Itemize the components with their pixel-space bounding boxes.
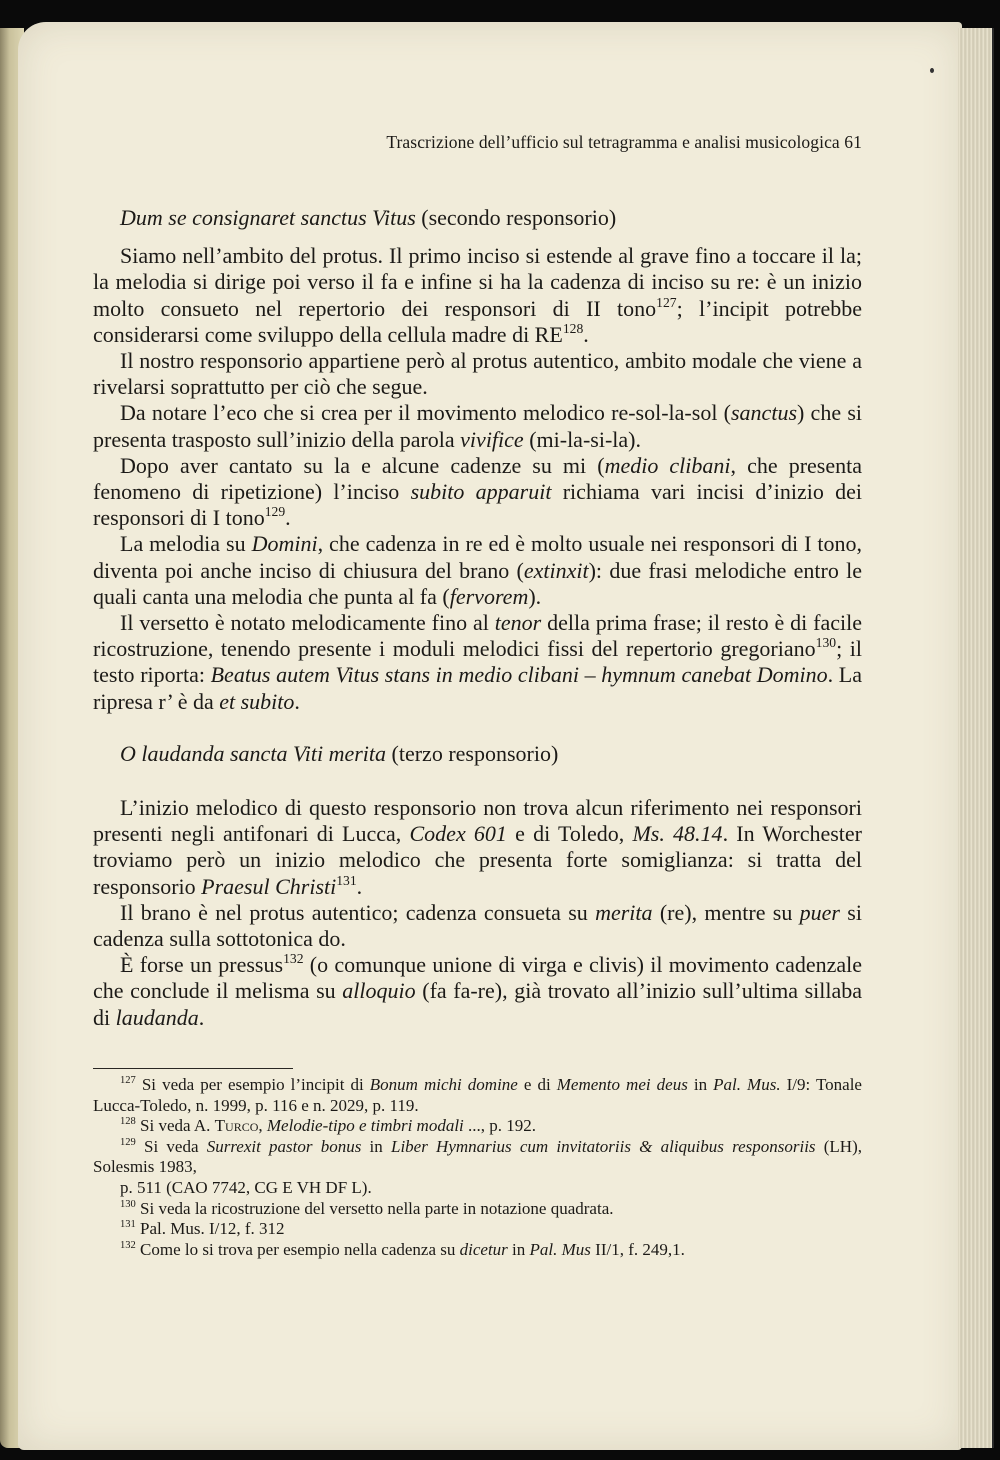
footnote-ref: 131 — [336, 872, 357, 888]
footnote-ref: 132 — [283, 951, 304, 967]
paragraph: Il nostro responsorio appartiene però al protus autentico, ambito modale che viene a rivelarsi soprattutto per ciò che segue. — [93, 348, 862, 400]
footnote-131: $^{131}$ Pal. Mus. I/12, f. 312 — [120, 1219, 285, 1239]
page-stack-edge — [958, 28, 994, 1448]
footnote-ref: 128 — [562, 320, 584, 336]
footnote-132: $^{132}$ Come lo si trova per esempio nella cadenza su dicetur in Pal. Mus II/1, f. 249,1. — [120, 1239, 685, 1259]
paragraph: Il versetto è notato melodicamente fino al tenor della prima frase; il resto è di facile ricostruzione, tenendo presente i moduli melodici fissi del repertorio gregoriano$^{130}$; il testo riporta: Beatus autem Vitus stans in medio clibani – hymnum canebat Domino. La ripresa r’ è da et subito. — [93, 610, 862, 714]
paragraph: L’inizio melodico di questo responsorio non trova alcun riferimento nei responsori presenti negli antifonari di Lucca, Codex 601 e di Toledo, Ms. 48.14. In Worchester troviamo però un inizio melodico che presenta forte somiglianza: si tratta del responsorio Praesul Christi$^{131}$. — [93, 795, 863, 899]
footnote-ref: 130 — [815, 635, 837, 651]
paragraph: Il brano è nel protus autentico; cadenza consueta su merita (re), mentre su puer si cadenza sulla sottotonica do. — [93, 899, 862, 952]
paragraph: Da notare l’eco che si crea per il movimento melodico re-sol-la-sol (sanctus) che si presenta trasposto sull’inizio della parola vivifice (mi-la-si-la). — [93, 400, 862, 452]
section-heading-third-responsory: O laudanda sancta Viti merita (terzo responsorio) — [120, 740, 559, 766]
paragraph: La melodia su Domini, che cadenza in re ed è molto usuale nei responsori di I tono, diventa poi anche inciso di chiusura del brano (extinxit): due frasi melodiche entro le quali canta una melodia che punta al fa (fervorem). — [93, 531, 862, 609]
footnote-ref: 127 — [656, 294, 677, 310]
footnote-129: $^{129}$ Si veda Surrexit pastor bonus in Liber Hymnarius cum invitatoriis & aliquibus responsoriis (LH), Solesmis 1983, — [93, 1136, 862, 1177]
footnote-separator — [93, 1068, 293, 1069]
paragraph: Siamo nell’ambito del protus. Il primo inciso si estende al grave fino a toccare il la; la melodia si dirige poi verso il fa e infine si ha la cadenza di inciso su re: è un inizio molto consueto nel repertorio dei responsori di II tono$^{127}$; l’incipit potrebbe considerarsi come sviluppo della cellula madre di RE$^{128}$. — [93, 243, 862, 347]
footnote-ref: 129 — [264, 504, 286, 520]
footnote-128: $^{128}$ Si veda A. Turco, Melodie-tipo e timbri modali ..., p. 192. — [120, 1116, 537, 1136]
footnote-130: $^{130}$ Si veda la ricostruzione del versetto nella parte in notazione quadrata. — [120, 1198, 614, 1218]
paragraph: Dopo aver cantato su la e alcune cadenze su mi (medio clibani, che presenta fenomeno di ripetizione) l’inciso subito apparuit richiama vari incisi d’inizio dei responsori di I tono$^{129}$. — [93, 452, 863, 531]
main-text — [93, 205, 862, 1031]
paper-speck — [930, 68, 934, 73]
running-title: Trascrizione dell’ufficio sul tetragramma e analisi musicologica — [386, 132, 840, 152]
paragraph: È forse un pressus$^{132}$ (o comunque unione di virga e clivis) il movimento cadenzale che conclude il melisma su alloquio (fa fa-re), già trovato all’inizio sull’ultima sillaba di laudanda. — [93, 951, 863, 1030]
running-head — [120, 132, 862, 153]
footnote-129-continued: p. 511 (CAO 7742, CG E VH DF L). — [120, 1177, 372, 1197]
footnote-127: $^{127}$ Si veda per esempio l’incipit di Bonum michi domine e di Memento mei deus in Pal. Mus. I/9: Tonale Lucca-Toledo, n. 1999, p. 116 e n. 2029, p. 119. — [93, 1075, 862, 1115]
page-number: 61 — [844, 132, 862, 152]
section-heading-second-responsory: Dum se consignaret sanctus Vitus (secondo responsorio) — [120, 205, 617, 230]
footnotes — [93, 1075, 862, 1260]
